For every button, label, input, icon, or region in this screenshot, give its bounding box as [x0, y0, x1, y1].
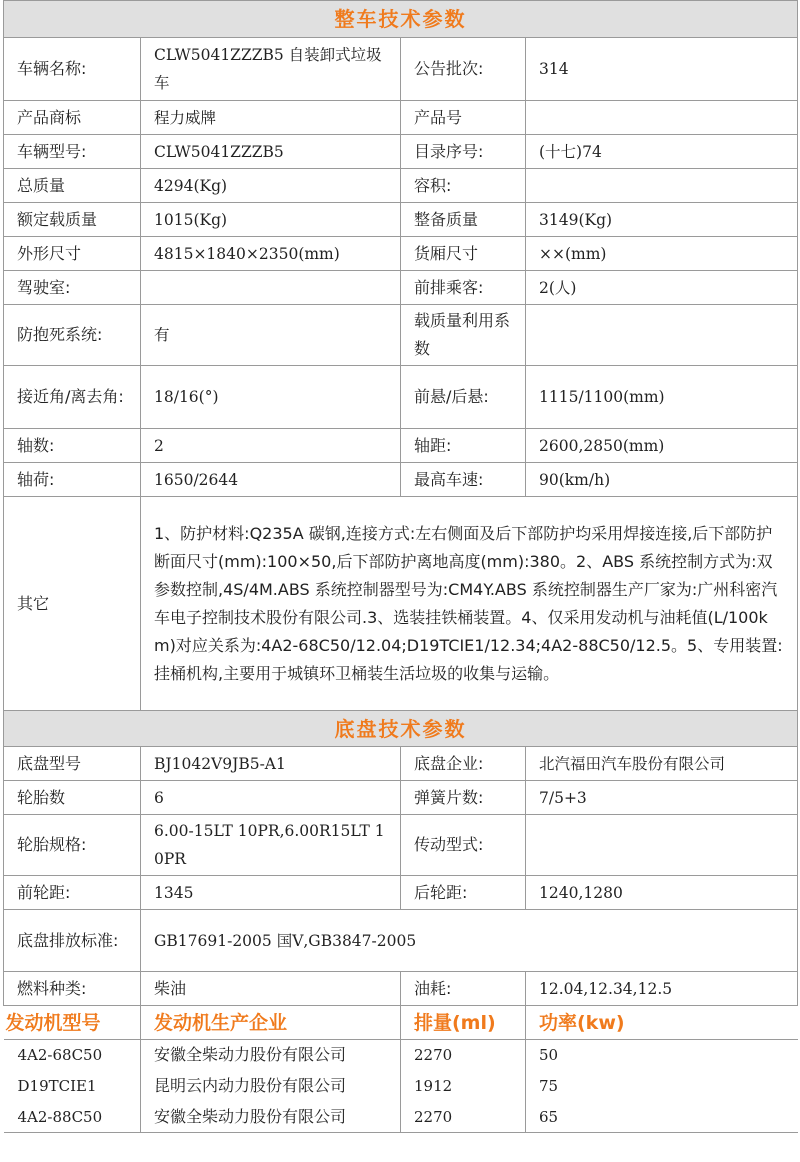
param-value — [141, 271, 401, 305]
chassis-section-header: 底盘技术参数 — [4, 711, 798, 747]
engine-column-header: 发动机生产企业 — [141, 1006, 401, 1040]
engine-cell: D19TCIE1 — [17, 1077, 97, 1095]
param-label: 整备质量 — [401, 203, 526, 237]
param-label: 产品号 — [401, 101, 526, 135]
vehicle-row — [4, 463, 798, 497]
engine-cell: 安徽全柴动力股份有限公司 — [141, 1040, 401, 1071]
param-value: 1115/1100(mm) — [526, 366, 798, 429]
emission-row — [4, 910, 798, 972]
other-label: 其它 — [4, 497, 141, 711]
engine-cell: 1912 — [401, 1071, 526, 1102]
param-value: CLW5041ZZZB5 — [141, 135, 401, 169]
param-value: CLW5041ZZZB5 自装卸式垃圾车 — [141, 38, 401, 101]
vehicle-section-header: 整车技术参数 — [4, 1, 798, 38]
param-value: 90(km/h) — [526, 463, 798, 497]
vehicle-row — [4, 38, 798, 101]
param-value: 2(人) — [526, 271, 798, 305]
engine-cell: 安徽全柴动力股份有限公司 — [141, 1102, 401, 1133]
param-label: 目录序号: — [401, 135, 526, 169]
param-label: 后轮距: — [401, 876, 526, 910]
param-label: 最高车速: — [401, 463, 526, 497]
param-label: 轴数: — [4, 429, 141, 463]
param-value — [526, 101, 798, 135]
param-label: 底盘企业: — [401, 747, 526, 781]
param-label: 载质量利用系数 — [401, 305, 526, 366]
vehicle-row — [4, 135, 798, 169]
engine-column-header: 排量(ml) — [401, 1006, 526, 1040]
param-label: 容积: — [401, 169, 526, 203]
param-value: 有 — [141, 305, 401, 366]
param-label: 公告批次: — [401, 38, 526, 101]
engine-row — [4, 1040, 798, 1071]
param-label: 额定载质量 — [4, 203, 141, 237]
engine-cell: 昆明云内动力股份有限公司 — [141, 1071, 401, 1102]
param-label: 车辆型号: — [4, 135, 141, 169]
param-label: 车辆名称: — [4, 38, 141, 101]
param-value — [526, 815, 798, 876]
other-row — [4, 497, 798, 711]
chassis-row — [4, 815, 798, 876]
other-text: 1、防护材料:Q235A 碳钢,连接方式:左右侧面及后下部防护均采用焊接连接,后下部防护断面尺寸(mm):100×50,后下部防护离地高度(mm):380。2、ABS 系统控制方式为:双参数控制,4S/4M.ABS 系统控制器型号为:CM4Y.ABS 系统控制器生产厂家为:广州科密汽车电子控制技术股份有限公司.3、选装挂铁桶装置。4、仅采用发动机与油耗值(L/100km)对应关系为:4A2-68C50/12.04;D19TCIE1/12.34;4A2-88C50/12.5。5、专用装置:挂桶机构,主要用于城镇环卫桶装生活垃圾的收集与运输。 — [141, 497, 798, 711]
param-label: 轮胎规格: — [4, 815, 141, 876]
engine-header-row — [4, 1006, 798, 1040]
param-value: 1650/2644 — [141, 463, 401, 497]
vehicle-row — [4, 271, 798, 305]
param-label: 货厢尺寸 — [401, 237, 526, 271]
param-value: 1015(Kg) — [141, 203, 401, 237]
param-value: 2600,2850(mm) — [526, 429, 798, 463]
vehicle-row — [4, 203, 798, 237]
vehicle-row — [4, 101, 798, 135]
param-label: 弹簧片数: — [401, 781, 526, 815]
param-value: 6.00-15LT 10PR,6.00R15LT 10PR — [141, 815, 401, 876]
vehicle-row — [4, 366, 798, 429]
param-label: 传动型式: — [401, 815, 526, 876]
param-value: 北汽福田汽车股份有限公司 — [526, 747, 798, 781]
param-value: 3149(Kg) — [526, 203, 798, 237]
param-value: 18/16(°) — [141, 366, 401, 429]
param-value: BJ1042V9JB5-A1 — [141, 747, 401, 781]
engine-cell: 75 — [526, 1071, 798, 1102]
param-value: 1345 — [141, 876, 401, 910]
engine-cell: 65 — [526, 1102, 798, 1133]
consumption-label: 油耗: — [401, 972, 526, 1006]
param-label: 接近角/离去角: — [4, 366, 141, 429]
vehicle-row — [4, 429, 798, 463]
chassis-row — [4, 747, 798, 781]
param-label: 总质量 — [4, 169, 141, 203]
param-label: 轮胎数 — [4, 781, 141, 815]
param-value: 314 — [526, 38, 798, 101]
param-value: 4815×1840×2350(mm) — [141, 237, 401, 271]
engine-column-header: 功率(kw) — [526, 1006, 798, 1040]
fuel-row — [4, 972, 798, 1006]
engine-row — [4, 1071, 798, 1102]
emission-label: 底盘排放标准: — [4, 910, 141, 972]
fuel-value: 柴油 — [141, 972, 401, 1006]
param-label: 防抱死系统: — [4, 305, 141, 366]
param-label: 轴距: — [401, 429, 526, 463]
engine-cell: 50 — [526, 1040, 798, 1071]
engine-cell: 2270 — [401, 1102, 526, 1133]
param-value — [526, 305, 798, 366]
engine-cell: 4A2-68C50 — [17, 1046, 103, 1065]
vehicle-row — [4, 305, 798, 366]
param-value: 4294(Kg) — [141, 169, 401, 203]
param-value: 1240,1280 — [526, 876, 798, 910]
engine-row — [4, 1102, 798, 1133]
spec-table — [3, 0, 798, 1133]
engine-cell: 2270 — [401, 1040, 526, 1071]
engine-column-header: 发动机型号 — [4, 1006, 141, 1040]
consumption-value: 12.04,12.34,12.5 — [526, 972, 798, 1006]
vehicle-row — [4, 237, 798, 271]
param-value: 2 — [141, 429, 401, 463]
param-label: 前悬/后悬: — [401, 366, 526, 429]
param-value: 6 — [141, 781, 401, 815]
emission-value: GB17691-2005 国Ⅴ,GB3847-2005 — [141, 910, 798, 972]
param-label: 前轮距: — [4, 876, 141, 910]
param-value: ××(mm) — [526, 237, 798, 271]
param-label: 产品商标 — [4, 101, 141, 135]
param-value: (十七)74 — [526, 135, 798, 169]
chassis-row — [4, 876, 798, 910]
vehicle-row — [4, 169, 798, 203]
engine-cell: 4A2-88C50 — [4, 1102, 141, 1133]
chassis-row — [4, 781, 798, 815]
param-label: 底盘型号 — [4, 747, 141, 781]
param-label: 外形尺寸 — [4, 237, 141, 271]
param-value: 7/5+3 — [526, 781, 798, 815]
param-label: 驾驶室: — [4, 271, 141, 305]
param-value: 程力威牌 — [141, 101, 401, 135]
param-label: 前排乘客: — [401, 271, 526, 305]
param-value — [526, 169, 798, 203]
param-label: 轴荷: — [4, 463, 141, 497]
fuel-label: 燃料种类: — [4, 972, 141, 1006]
